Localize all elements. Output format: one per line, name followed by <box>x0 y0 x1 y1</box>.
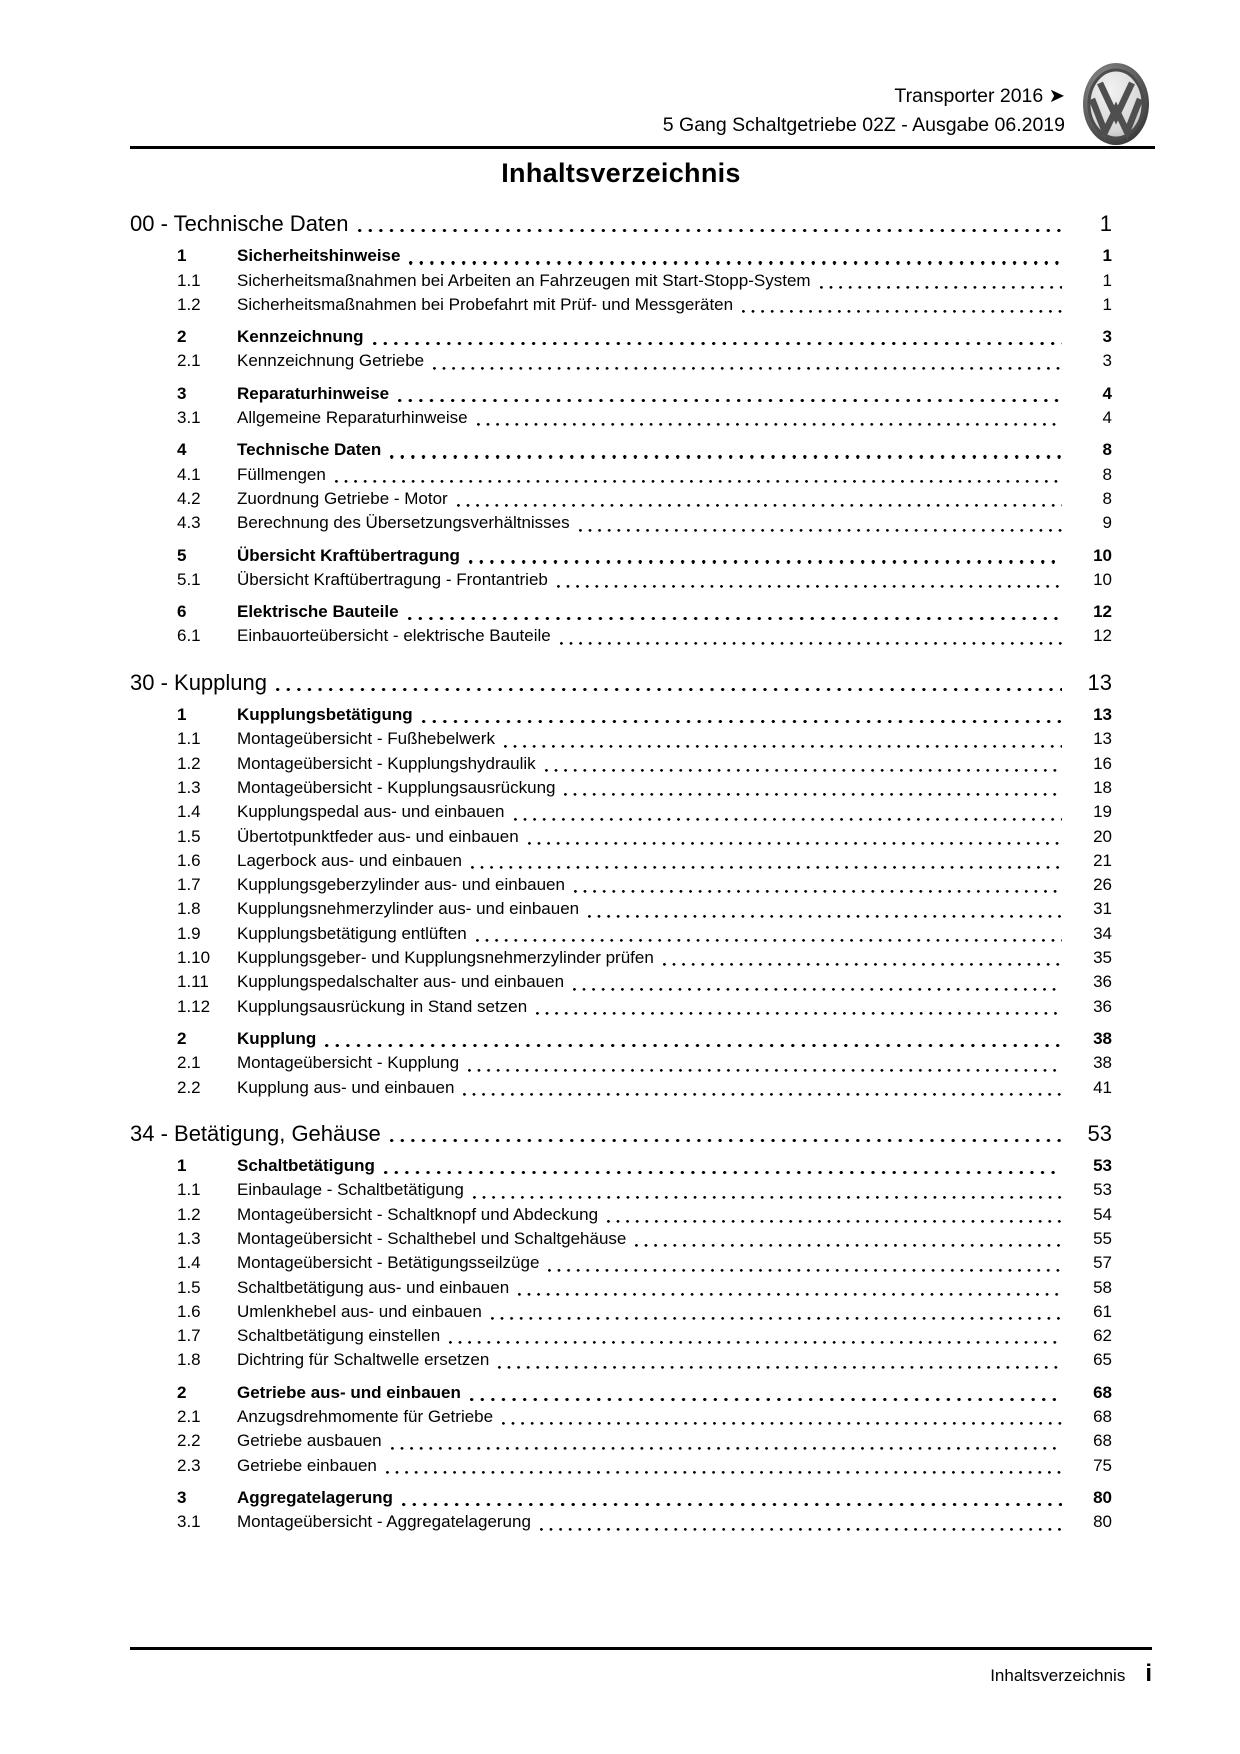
toc-entry-title: Schaltbetätigung einstellen <box>237 1326 441 1346</box>
toc-entry-row <box>130 511 1112 535</box>
toc-entry-row <box>130 1154 1112 1178</box>
dot-leader <box>502 1422 1062 1425</box>
toc-entry-row <box>130 1251 1112 1275</box>
toc-entry-title: Montageübersicht - Schaltknopf und Abdeckung <box>237 1204 599 1224</box>
header-rule <box>130 146 1155 149</box>
toc-entry-row <box>130 1300 1112 1324</box>
toc-entry-title: Getriebe aus- und einbauen <box>237 1382 461 1402</box>
toc-entry-row <box>130 1454 1112 1478</box>
toc-entry-number: 1.1 <box>177 729 201 749</box>
toc-entry-page: 68 <box>1093 1431 1112 1451</box>
toc-entry-title: Montageübersicht - Schalthebel und Schaltgehäuse <box>237 1228 627 1248</box>
toc-entry-number: 1.4 <box>177 802 201 822</box>
toc-entry-title: Technische Daten <box>237 440 382 460</box>
dot-leader <box>471 866 1062 869</box>
dot-leader <box>398 399 1062 402</box>
toc-entry-row <box>130 1076 1112 1100</box>
toc-entry-page: 80 <box>1093 1487 1112 1507</box>
toc-entry-page: 3 <box>1102 327 1112 347</box>
toc-entry-page: 68 <box>1093 1407 1112 1427</box>
toc-chapter-page: 53 <box>1087 1120 1112 1146</box>
toc-entry-row <box>130 1405 1112 1429</box>
dot-leader <box>449 1341 1062 1344</box>
dot-leader <box>518 1293 1062 1296</box>
toc-entry-page: 10 <box>1093 545 1112 565</box>
toc-entry-number: 2 <box>177 1028 187 1048</box>
toc-entry-page: 68 <box>1093 1382 1112 1402</box>
toc-entry-title: Kupplungspedal aus- und einbauen <box>237 802 505 822</box>
footer-rule <box>130 1647 1152 1650</box>
toc-entry-number: 2.3 <box>177 1455 201 1475</box>
toc-entry-number: 2.1 <box>177 1053 201 1073</box>
toc-entry-page: 8 <box>1102 440 1112 460</box>
toc-entry-number: 2.1 <box>177 351 201 371</box>
toc-entry-title: Sicherheitshinweise <box>237 246 401 266</box>
toc-entry-page: 8 <box>1102 488 1112 508</box>
toc-entry-page: 26 <box>1093 875 1112 895</box>
toc-entry-row <box>130 406 1112 430</box>
toc-entry-row <box>130 325 1112 349</box>
toc-entry-row <box>130 873 1112 897</box>
toc-entry-title: Kupplungsnehmerzylinder aus- und einbauen <box>237 899 580 919</box>
toc-entry-title: Kupplungsbetätigung entlüften <box>237 923 467 943</box>
toc-entry-number: 4.1 <box>177 464 201 484</box>
toc-entry-page: 62 <box>1093 1326 1112 1346</box>
toc-entry-title: Einbauorteübersicht - elektrische Bauteile <box>237 626 551 646</box>
toc-entry-row <box>130 1429 1112 1453</box>
toc-entry-page: 35 <box>1093 948 1112 968</box>
toc-entry-number: 2.2 <box>177 1077 201 1097</box>
toc-entry-number: 1.10 <box>177 948 211 968</box>
toc-entry-title: Kupplungsgeber- und Kupplungsnehmerzylinder prüfen <box>237 948 654 968</box>
toc-entry-number: 1.1 <box>177 1180 201 1200</box>
toc-entry-page: 19 <box>1093 802 1112 822</box>
toc-entry-row <box>130 600 1112 624</box>
toc-entry-row <box>130 1348 1112 1372</box>
toc-entry-title: Schaltbetätigung aus- und einbauen <box>237 1277 510 1297</box>
toc-entry-page: 75 <box>1093 1455 1112 1475</box>
toc-entry-page: 12 <box>1093 602 1112 622</box>
toc-entry-title: Montageübersicht - Kupplung <box>237 1053 460 1073</box>
toc-entry-row <box>130 922 1112 946</box>
toc-entry-number: 1.7 <box>177 1326 201 1346</box>
toc-entry-title: Dichtring für Schaltwelle ersetzen <box>237 1350 490 1370</box>
toc-entry-page: 13 <box>1093 729 1112 749</box>
dot-leader <box>476 939 1062 942</box>
toc-entry-title: Kennzeichnung <box>237 327 364 347</box>
dot-leader <box>663 963 1062 966</box>
toc-entry-row <box>130 1276 1112 1300</box>
dot-leader <box>548 1269 1062 1272</box>
toc-entry-number: 3 <box>177 1487 187 1507</box>
toc-chapter-row <box>130 1122 1112 1146</box>
toc-entry-title: Zuordnung Getriebe - Motor <box>237 488 448 508</box>
toc-entry-row <box>130 1324 1112 1348</box>
toc-entry-title: Kupplungsausrückung in Stand setzen <box>237 996 528 1016</box>
toc-entry-row <box>130 269 1112 293</box>
toc-entry-page: 31 <box>1093 899 1112 919</box>
toc-entry-row <box>130 752 1112 776</box>
toc-entry-row <box>130 244 1112 268</box>
toc-entry-page: 36 <box>1093 996 1112 1016</box>
toc-entry-title: Montageübersicht - Kupplungshydraulik <box>237 753 536 773</box>
toc-chapter-page: 1 <box>1099 211 1112 236</box>
dot-leader <box>358 229 1062 232</box>
toc-entry-row <box>130 1227 1112 1251</box>
header-doc-line: 5 Gang Schaltgetriebe 02Z - Ausgabe 06.2019 <box>662 114 1065 136</box>
toc-entry-number: 1.3 <box>177 1228 201 1248</box>
page-footer <box>130 1660 1152 1688</box>
footer-page-number: i <box>1145 1660 1152 1687</box>
toc-entry-page: 4 <box>1102 383 1112 403</box>
dot-leader <box>473 1196 1062 1199</box>
dot-leader <box>504 745 1062 748</box>
toc-entry-number: 4 <box>177 440 187 460</box>
toc-entry-number: 1 <box>177 246 187 266</box>
toc-entry-page: 16 <box>1093 753 1112 773</box>
toc-entry-number: 1.3 <box>177 777 201 797</box>
toc-entry-number: 3.1 <box>177 1512 201 1532</box>
toc-entry-row <box>130 897 1112 921</box>
toc-entry-row <box>130 382 1112 406</box>
toc-entry-title: Übertotpunktfeder aus- und einbauen <box>237 826 519 846</box>
toc-entry-page: 80 <box>1093 1512 1112 1532</box>
toc-entry-page: 38 <box>1093 1053 1112 1073</box>
toc-entry-number: 3.1 <box>177 408 201 428</box>
toc-entry-page: 53 <box>1093 1180 1112 1200</box>
toc-entry-title: Allgemeine Reparaturhinweise <box>237 408 468 428</box>
toc-entry-number: 1.6 <box>177 850 201 870</box>
toc-entry-page: 57 <box>1093 1253 1112 1273</box>
toc-entry-number: 1.12 <box>177 996 211 1016</box>
toc-chapter-row <box>130 671 1112 695</box>
toc-entry-title: Übersicht Kraftübertragung - Frontantrieb <box>237 569 548 589</box>
toc-entry-number: 2 <box>177 327 187 347</box>
dot-leader <box>514 818 1062 821</box>
dot-leader <box>276 688 1062 691</box>
toc-entry-row <box>130 970 1112 994</box>
toc-entry-row <box>130 1027 1112 1051</box>
toc-entry-page: 18 <box>1093 777 1112 797</box>
toc-entry-page: 8 <box>1102 464 1112 484</box>
dot-leader <box>528 842 1062 845</box>
toc-entry-row <box>130 995 1112 1019</box>
header-model-line: Transporter 2016 ➤ <box>894 85 1065 107</box>
toc-entry-row <box>130 487 1112 511</box>
toc-chapter-label: 30 - Kupplung <box>130 669 267 695</box>
dot-leader <box>468 1069 1062 1072</box>
toc-entry-title: Lagerbock aus- und einbauen <box>237 850 462 870</box>
toc-entry-row <box>130 293 1112 317</box>
toc-entry-row <box>130 1051 1112 1075</box>
toc-entry-number: 1 <box>177 1156 187 1176</box>
dot-leader <box>469 560 1062 563</box>
toc-entry-row <box>130 1381 1112 1405</box>
toc-entry-number: 1 <box>177 705 187 725</box>
dot-leader <box>391 1447 1062 1450</box>
toc-entry-title: Umlenkhebel aus- und einbauen <box>237 1301 482 1321</box>
toc-entry-row <box>130 1486 1112 1510</box>
toc-entry-number: 2 <box>177 1382 187 1402</box>
toc-entry-title: Reparaturhinweise <box>237 383 390 403</box>
toc-entry-title: Montageübersicht - Fußhebelwerk <box>237 729 495 749</box>
toc-entry-row <box>130 703 1112 727</box>
page-header <box>663 82 1065 140</box>
dot-leader <box>607 1220 1062 1223</box>
toc-entry-row <box>130 1203 1112 1227</box>
toc-entry-page: 54 <box>1093 1204 1112 1224</box>
toc-entry-row <box>130 349 1112 373</box>
toc-entry-page: 65 <box>1093 1350 1112 1370</box>
toc-entry-number: 4.2 <box>177 488 201 508</box>
toc-entry-number: 1.2 <box>177 753 201 773</box>
toc-entry-number: 1.5 <box>177 826 201 846</box>
toc-entry-number: 1.4 <box>177 1253 201 1273</box>
toc-entry-number: 1.2 <box>177 294 201 314</box>
toc-entry-row <box>130 946 1112 970</box>
toc-entry-number: 1.9 <box>177 923 201 943</box>
dot-leader <box>390 1139 1062 1142</box>
toc-entry-page: 41 <box>1093 1077 1112 1097</box>
toc-entry-title: Übersicht Kraftübertragung <box>237 545 460 565</box>
toc-entry-row <box>130 825 1112 849</box>
dot-leader <box>498 1366 1062 1369</box>
toc-entry-number: 1.8 <box>177 1350 201 1370</box>
dot-leader <box>402 1503 1062 1506</box>
toc-entry-row <box>130 438 1112 462</box>
dot-leader <box>433 367 1062 370</box>
toc-entry-number: 6 <box>177 602 187 622</box>
dot-leader <box>386 1471 1062 1474</box>
toc-entry-page: 21 <box>1093 850 1112 870</box>
dot-leader <box>557 585 1062 588</box>
page-title: Inhaltsverzeichnis <box>501 158 741 188</box>
toc-entry-row <box>130 800 1112 824</box>
dot-leader <box>540 1528 1062 1531</box>
toc-entry-title: Montageübersicht - Aggregatelagerung <box>237 1512 531 1532</box>
toc-entry-title: Elektrische Bauteile <box>237 602 399 622</box>
dot-leader <box>491 1317 1062 1320</box>
toc-entry-number: 1.2 <box>177 1204 201 1224</box>
dot-leader <box>564 793 1062 796</box>
toc-entry-row <box>130 727 1112 751</box>
dot-leader <box>422 720 1062 723</box>
toc-entry-page: 3 <box>1102 351 1112 371</box>
dot-leader <box>390 455 1062 458</box>
toc-entry-page: 9 <box>1102 513 1112 533</box>
toc-entry-number: 1.11 <box>177 972 209 992</box>
toc-entry-page: 61 <box>1093 1301 1112 1321</box>
dot-leader <box>477 423 1062 426</box>
toc-entry-title: Berechnung des Übersetzungsverhältnisses <box>237 513 570 533</box>
dot-leader <box>325 1044 1062 1047</box>
dot-leader <box>335 480 1062 483</box>
toc-entry-title: Aggregatelagerung <box>237 1487 393 1507</box>
toc-entry-page: 58 <box>1093 1277 1112 1297</box>
toc-entry-number: 2.1 <box>177 1407 201 1427</box>
dot-leader <box>742 310 1062 313</box>
toc-entry-title: Sicherheitsmaßnahmen bei Probefahrt mit Prüf- und Messgeräten <box>237 294 734 314</box>
toc-entry-row <box>130 624 1112 648</box>
dot-leader <box>573 988 1062 991</box>
dot-leader <box>409 261 1062 264</box>
toc-entry-title: Kupplung aus- und einbauen <box>237 1077 455 1097</box>
footer-section-label: Inhaltsverzeichnis <box>990 1666 1126 1685</box>
toc-entry-title: Füllmengen <box>237 464 326 484</box>
toc-entry-number: 6.1 <box>177 626 201 646</box>
toc-entry-number: 4.3 <box>177 513 201 533</box>
toc-chapter-page: 13 <box>1087 669 1112 695</box>
toc-entry-title: Kupplungsbetätigung <box>237 705 413 725</box>
dot-leader <box>579 529 1062 532</box>
toc-entry-number: 1.5 <box>177 1277 201 1297</box>
toc-entry-page: 13 <box>1093 705 1112 725</box>
dot-leader <box>560 642 1062 645</box>
toc-entry-page: 12 <box>1093 626 1112 646</box>
toc-entry-title: Kupplung <box>237 1028 317 1048</box>
toc-entry-row <box>130 776 1112 800</box>
toc-entry-title: Getriebe ausbauen <box>237 1431 382 1451</box>
toc-chapter-row <box>130 212 1112 236</box>
toc-entry-row <box>130 568 1112 592</box>
toc-entry-number: 1.1 <box>177 270 201 290</box>
table-of-contents <box>130 190 1112 1535</box>
toc-entry-title: Getriebe einbauen <box>237 1455 377 1475</box>
toc-entry-number: 1.7 <box>177 875 201 895</box>
toc-chapter-label: 34 - Betätigung, Gehäuse <box>130 1120 381 1146</box>
toc-entry-number: 1.8 <box>177 899 201 919</box>
toc-entry-row <box>130 544 1112 568</box>
toc-entry-page: 55 <box>1093 1228 1112 1248</box>
toc-entry-title: Schaltbetätigung <box>237 1156 375 1176</box>
toc-entry-number: 1.6 <box>177 1301 201 1321</box>
toc-entry-page: 53 <box>1093 1156 1112 1176</box>
dot-leader <box>635 1244 1062 1247</box>
dot-leader <box>588 915 1062 918</box>
dot-leader <box>373 342 1062 345</box>
toc-entry-title: Einbaulage - Schaltbetätigung <box>237 1180 464 1200</box>
toc-entry-title: Montageübersicht - Betätigungsseilzüge <box>237 1253 540 1273</box>
toc-entry-page: 36 <box>1093 972 1112 992</box>
dot-leader <box>820 286 1062 289</box>
vw-logo-icon <box>1082 62 1150 146</box>
dot-leader <box>574 890 1062 893</box>
dot-leader <box>470 1398 1062 1401</box>
toc-entry-row <box>130 463 1112 487</box>
toc-entry-title: Kupplungsgeberzylinder aus- und einbauen <box>237 875 565 895</box>
toc-entry-number: 5 <box>177 545 187 565</box>
toc-entry-row <box>130 849 1112 873</box>
toc-entry-page: 1 <box>1102 270 1112 290</box>
toc-entry-title: Sicherheitsmaßnahmen bei Arbeiten an Fahrzeugen mit Start-Stopp-System <box>237 270 811 290</box>
toc-entry-page: 10 <box>1093 569 1112 589</box>
toc-entry-row <box>130 1510 1112 1534</box>
toc-entry-page: 20 <box>1093 826 1112 846</box>
toc-entry-title: Kennzeichnung Getriebe <box>237 351 425 371</box>
toc-entry-title: Kupplungspedalschalter aus- und einbauen <box>237 972 565 992</box>
toc-entry-number: 2.2 <box>177 1431 201 1451</box>
toc-entry-page: 4 <box>1102 408 1112 428</box>
toc-entry-title: Montageübersicht - Kupplungsausrückung <box>237 777 556 797</box>
toc-entry-page: 1 <box>1102 294 1112 314</box>
dot-leader <box>457 504 1062 507</box>
dot-leader <box>384 1171 1062 1174</box>
toc-chapter-label: 00 - Technische Daten <box>130 211 349 236</box>
toc-entry-number: 5.1 <box>177 569 201 589</box>
dot-leader <box>463 1093 1062 1096</box>
toc-entry-row <box>130 1178 1112 1202</box>
toc-entry-page: 38 <box>1093 1028 1112 1048</box>
dot-leader <box>536 1012 1062 1015</box>
toc-entry-title: Anzugsdrehmomente für Getriebe <box>237 1407 494 1427</box>
dot-leader <box>545 769 1062 772</box>
dot-leader <box>408 617 1062 620</box>
toc-entry-page: 34 <box>1093 923 1112 943</box>
toc-entry-page: 1 <box>1102 246 1112 266</box>
toc-entry-number: 3 <box>177 383 187 403</box>
